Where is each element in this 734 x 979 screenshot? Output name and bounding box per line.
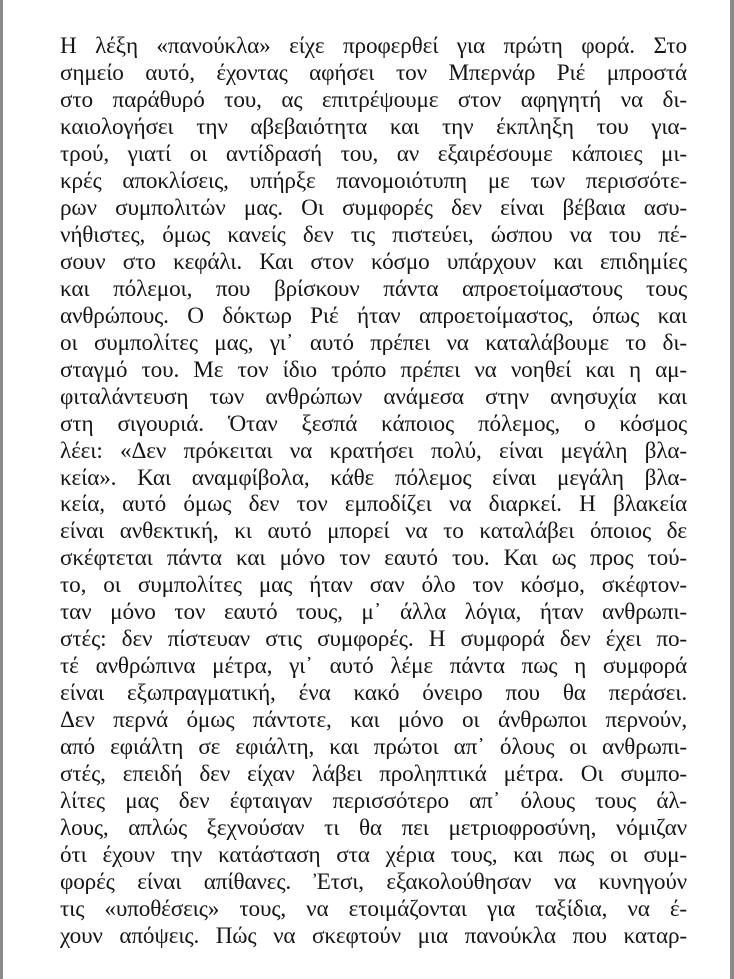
text-line: οι συμπολίτες μας, γι᾿ αυτό πρέπει να καταλάβουμε το δι-: [60, 329, 687, 356]
text-line: νήθιστες, όμως κανείς δεν τις πιστεύει, ώσπου να του πέ-: [60, 221, 687, 248]
text-line: κεία, αυτό όμως δεν τον εμποδίζει να διαρκεί. Η βλακεία: [60, 491, 687, 518]
text-line: φορές είναι απίθανες. Ἐτσι, εξακολούθησαν να κυνηγούν: [60, 869, 687, 896]
text-line: ότι έχουν την κατάσταση στα χέρια τους, και πως οι συμ-: [60, 842, 687, 869]
text-line: ρων συμπολιτών μας. Οι συμφορές δεν είναι βέβαια ασυ-: [60, 194, 687, 221]
body-text-paragraph: [60, 33, 687, 950]
text-line: χουν απόψεις. Πώς να σκεφτούν μια πανούκλα που καταρ-: [60, 922, 687, 949]
text-line: λους, απλώς ξεχνούσαν τι θα πει μετριοφροσύνη, νόμιζαν: [60, 815, 687, 842]
text-line: λίτες μας δεν έφταιγαν περισσότερο απ᾿ όλους τους άλ-: [60, 788, 687, 815]
text-line: είναι ανθεκτική, κι αυτό μπορεί να το καταλάβει όποιος δε: [60, 518, 687, 545]
text-line: και πόλεμοι, που βρίσκουν πάντα απροετοίμαστους τους: [60, 275, 687, 302]
text-line: σταγμό του. Με τον ίδιο τρόπο πρέπει να νοηθεί και η αμ-: [60, 356, 687, 383]
text-line: στές: δεν πίστευαν στις συμφορές. Η συμφορά δεν έχει πο-: [60, 626, 687, 653]
text-line: στο παράθυρό του, ας επιτρέψουμε στον αφηγητή να δι-: [60, 86, 687, 113]
text-line: κεία». Και αναμφίβολα, κάθε πόλεμος είναι μεγάλη βλα-: [60, 464, 687, 491]
text-line: σκέφτεται πάντα και μόνο τον εαυτό του. Και ως προς τού-: [60, 545, 687, 572]
text-line: τρού, γιατί οι αντίδρασή του, αν εξαιρέσουμε κάποιες μι-: [60, 140, 687, 167]
text-line: ανθρώπους. Ο δόκτωρ Ριέ ήταν απροετοίμαστος, όπως και: [60, 302, 687, 329]
text-line: λέει: «Δεν πρόκειται να κρατήσει πολύ, είναι μεγάλη βλα-: [60, 437, 687, 464]
text-line: ταν μόνο τον εαυτό τους, μ᾿ άλλα λόγια, ήταν ανθρωπι-: [60, 599, 687, 626]
text-line: καιολογήσει την αβεβαιότητα και την έκπληξη του για-: [60, 113, 687, 140]
text-line: το, οι συμπολίτες μας ήταν σαν όλο τον κόσμο, σκέφτον-: [60, 572, 687, 599]
text-line: τέ ανθρώπινα μέτρα, γι᾿ αυτό λέμε πάντα πως η συμφορά: [60, 653, 687, 680]
text-line: είναι εξωπραγματική, ένα κακό όνειρο που θα περάσει.: [60, 680, 687, 707]
text-line: τις «υποθέσεις» τους, να ετοιμάζονται για ταξίδια, να έ-: [60, 896, 687, 922]
text-line: από εφιάλτη σε εφιάλτη, και πρώτοι απ᾿ όλους οι ανθρωπι-: [60, 734, 687, 761]
text-line: κρές αποκλίσεις, υπήρξε πανομοιότυπη με των περισσότε-: [60, 167, 687, 194]
text-line: στές, επειδή δεν είχαν λάβει προληπτικά μέτρα. Οι συμπο-: [60, 761, 687, 788]
text-line: σουν στο κεφάλι. Και στον κόσμο υπάρχουν και επιδημίες: [60, 248, 687, 275]
text-line: Η λέξη «πανούκλα» είχε προφερθεί για πρώτη φορά. Στο: [60, 33, 687, 59]
text-line: σημείο αυτό, έχοντας αφήσει τον Μπερνάρ Ριέ μπροστά: [60, 59, 687, 86]
text-line: Δεν περνά όμως πάντοτε, και μόνο οι άνθρωποι περνούν,: [60, 707, 687, 734]
text-line: στη σιγουριά. Ὁταν ξεσπά κάποιος πόλεμος, ο κόσμος: [60, 410, 687, 437]
text-line: φιταλάντευση των ανθρώπων ανάμεσα στην ανησυχία και: [60, 383, 687, 410]
